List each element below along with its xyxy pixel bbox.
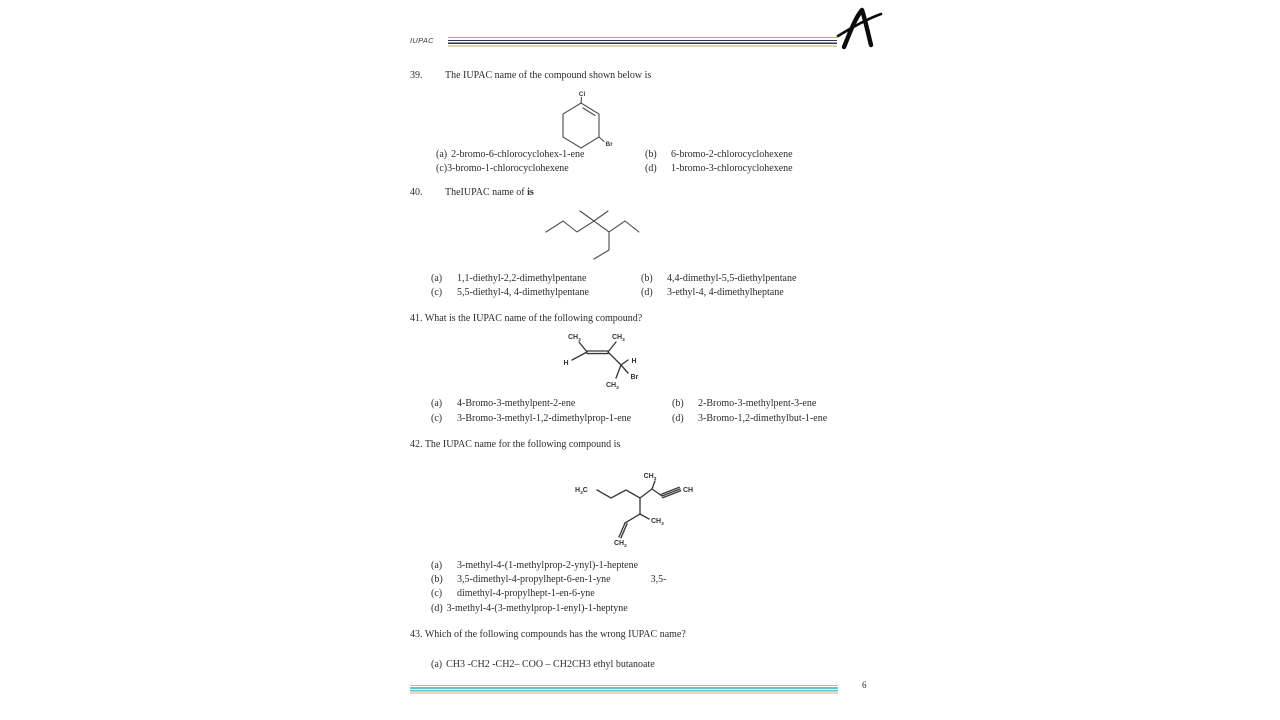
question-41-text: 41. What is the IUPAC name of the following compound? [410,313,643,324]
option-label: (a) [431,659,443,670]
option-text: 1-bromo-3-chlorocyclohexene [671,163,793,174]
option-text: 2-Bromo-3-methylpent-3-ene [698,398,817,409]
option-41c [431,413,631,425]
question-39 [410,70,651,82]
question-40-text-bold: is [527,187,534,198]
atom-label-br: Br [630,374,639,381]
atom-label-h-left: H [563,360,569,367]
option-label: (a) [431,398,443,409]
atom-label-ch3-topright: $CH_3$ [612,334,625,343]
option-text: 3-methyl-4-(3-methylprop-1-enyl)-1-heptyne [446,603,628,614]
option-text-tail: 3,5- [650,574,667,585]
option-41d [672,413,827,425]
option-42c [431,588,595,600]
option-label: (a) [436,149,448,160]
option-text: CH3 -CH2 -CH2– COO – CH2CH3 ethyl butanoate [446,659,655,670]
question-40-text: TheIUPAC name of [445,187,525,198]
header-iupac-label: IUPAC [410,36,434,45]
atom-label-ch3-bottom: $CH_3$ [606,382,619,391]
option-39c [436,163,569,175]
option-label: (b) [672,398,684,409]
option-42b [431,574,666,586]
option-39d [645,163,793,175]
atom-label-ch3-right: $CH_3$ [651,518,664,527]
option-label: (a) [431,560,443,571]
option-text: 3,5-dimethyl-4-propylhept-6-en-1-yne [457,574,611,585]
option-label: (d) [672,413,684,424]
question-41 [410,313,642,325]
structure-40-alkane [540,204,645,264]
question-42 [410,439,620,451]
option-text: 6-bromo-2-chlorocyclohexene [671,149,793,160]
atom-label-ch2: $CH_2$ [614,540,627,549]
option-40a [431,273,586,285]
header-rule [448,37,837,47]
option-text: 3-bromo-1-chlorocyclohexene [447,163,569,174]
question-40-number: 40. [410,187,423,198]
atom-label-ch-alkyne: CH [683,487,694,494]
option-text: 3-Bromo-1,2-dimethylbut-1-ene [698,413,828,424]
option-text: 1,1-diethyl-2,2-dimethylpentane [457,273,587,284]
option-label: (d) [641,287,653,298]
question-42-text: 42. The IUPAC name for the following compound is [410,439,621,450]
atom-label-ch3-topleft: $CH_3$ [568,334,581,343]
brand-logo-icon [836,6,884,50]
page-number: 6 [862,680,867,690]
question-43-text: 43. Which of the following compounds has the wrong IUPAC name? [410,629,686,640]
option-40d [641,287,784,299]
option-label: (d) [645,163,657,174]
option-text: 4,4-dimethyl-5,5-diethylpentane [667,273,797,284]
option-41b [672,398,816,410]
option-41a [431,398,575,410]
atom-label-h3c: $H_3C$ [575,487,588,496]
option-text: 5,5-diethyl-4, 4-dimethylpentane [457,287,589,298]
option-39b [645,149,793,161]
question-43 [410,629,686,641]
option-label: (b) [431,574,443,585]
option-text: 2-bromo-6-chlorocyclohex-1-ene [451,149,585,160]
option-label: (c) [436,163,448,174]
option-40c [431,287,589,299]
option-label: (b) [645,149,657,160]
option-42a [431,560,638,572]
option-label: (d) [431,603,443,614]
option-42d [431,603,628,615]
atom-label-br: Br [605,141,613,148]
option-40b [641,273,796,285]
option-text: dimethyl-4-propylhept-1-en-6-yne [457,588,595,599]
atom-label-ch3-top: $CH_3$ [643,473,657,482]
option-label: (b) [641,273,653,284]
option-label: (c) [431,287,443,298]
atom-label-h-right: H [631,358,637,365]
option-39a [436,149,584,161]
structure-39-cyclohexene [542,86,632,158]
option-43a [431,659,655,671]
atom-label-cl: Cl [578,91,586,98]
structure-42-ene-yne [561,459,703,559]
option-text: 3-Bromo-3-methyl-1,2-dimethylprop-1-ene [457,413,632,424]
footer-rule [410,685,838,694]
question-39-number: 39. [410,70,423,81]
option-label: (a) [431,273,443,284]
option-label: (c) [431,588,443,599]
structure-41-alkene [556,329,648,395]
option-text: 3-methyl-4-(1-methylprop-2-ynyl)-1-heptene [457,560,639,571]
question-39-text: The IUPAC name of the compound shown below is [445,70,652,81]
question-40 [410,187,534,199]
option-label: (c) [431,413,443,424]
option-text: 3-ethyl-4, 4-dimethylheptane [667,287,784,298]
option-text: 4-Bromo-3-methylpent-2-ene [457,398,576,409]
